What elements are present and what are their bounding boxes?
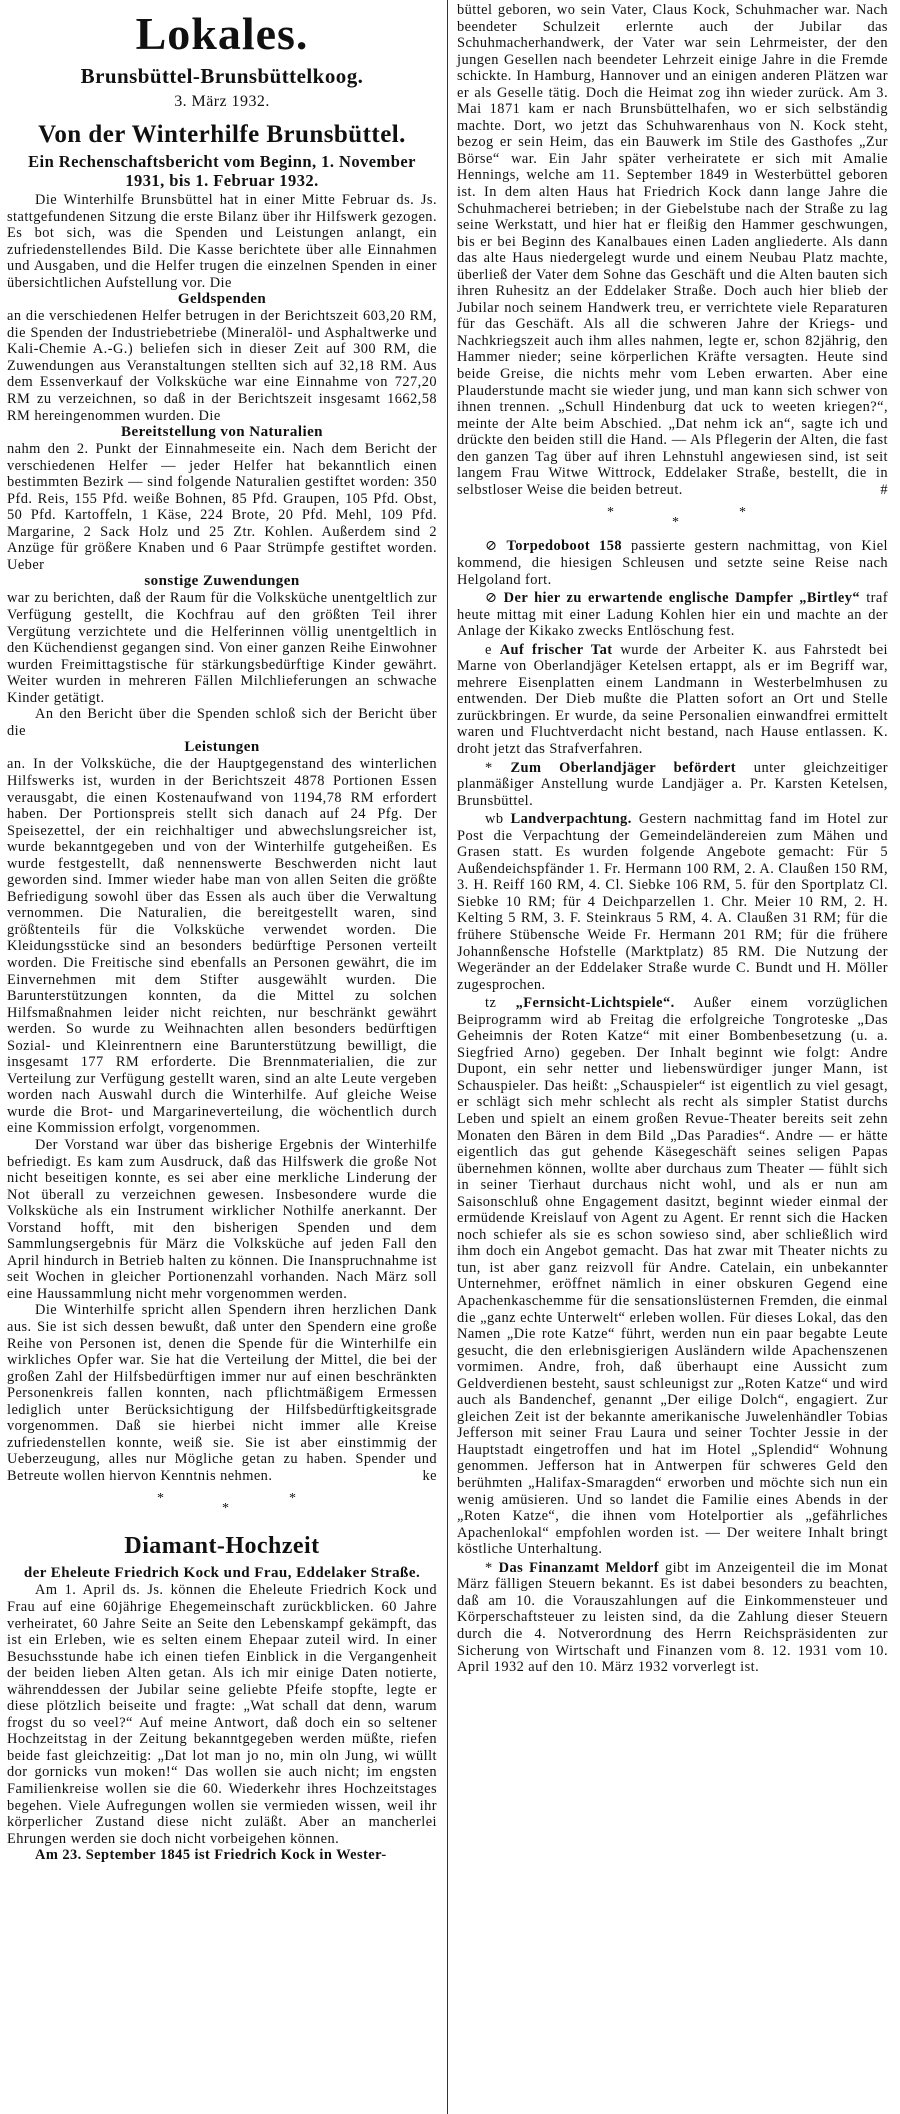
news-headline: Zum Oberlandjäger befördert <box>510 759 737 776</box>
news-marker: ⊘ <box>485 538 498 555</box>
article-subtitle-winterhilfe: Ein Rechenschaftsbericht vom Beginn, 1. November 1931, bis 1. Februar 1932. <box>28 152 416 190</box>
news-headline: Das Finanzamt Meldorf <box>498 1559 659 1576</box>
date-line: 3. März 1932. <box>174 93 270 110</box>
news-text: passierte gestern nachmittag, von Kiel kommend, die hiesigen Schleusen und setzte seine Reise nach Helgoland fort. <box>457 538 888 588</box>
star: * <box>672 515 680 531</box>
news-text: Gestern nachmittag fand im Hotel zur Post die Verpachtung der Gemeindeländereien zum Mähen und Grasen statt. Es wurden folgende Angebote gemacht: Für 5 Außendeichspfänder 1. Fr. Hermann 100 RM, 2. A. Claußen 150 RM, 3. H. Reiff 160 RM, 4. Cl. Siebke 106 RM, 5. für den Sportplatz Cl. Siebke 10 RM; für 4 Deichparzellen 1. Chr. Meier 10 RM, 2. H. Kelting 5 RM, 3. F. Steinkraus 5 RM, 4. A. Claußen 31 RM; für die frühere Stübensche Weide Fr. Hermann 201 RM; für die frühere Johannßensche Hofstelle (Marktplatz) 85 RM. Die Nutzung der Wegeränder an der Eddelaker Straße wurde C. Bundt und H. Möller zugesprochen. <box>457 811 888 993</box>
news-text: gibt im Anzeigenteil die im Monat März fälligen Steuern bekannt. Es ist dabei besonders zu beachten, daß am 10. die Vorauszahlungen auf die Einkommensteuer und Körperschaftsteuer zu leisten sind, da die Zahlung dieser Steuern durch die 4. Notverordnung des Herrn Reichspräsidenten zur Sicherung von Wirtschaft und Finanzen vom 8. 12. 1931 vom 10. April 1932 auf den 10. März 1932 vorverlegt ist. <box>457 1559 888 1676</box>
paragraph: an. In der Volksküche, die der Hauptgegenstand des winterlichen Hilfswerks ist, wurden in der Berichtszeit 4878 Portionen Essen verausgabt, die einen Kostenaufwand von 1194,78 RM erfordert haben. Der Portionspreis stellt sich danach auf 24 Pfg. Der Speisezettel, der ein reichhaltiger und abwechslungsreicher ist, wurde bekanntgegeben und von der Winterhilfe gutgeheißen. Es wurde festgestellt, daß nennenswerte Beschwerden nicht laut geworden sind. Immer wieder habe man von allen Seiten die größte Befriedigung sowohl über das Essen als auch über die Verwaltung vernommen. Die Naturalien, die bereitgestellt waren, sind größtenteils für die Volksküche verwendet worden. Die Kleidungsstücke sind an besonders bedürftige Personen verteilt worden. Die Freitische sind ebenfalls an Personen gewährt, die im Einvernehmen mit dem Stifter ausgewählt wurden. Die Barunterstützungen konnten, da die Mittel zu solchen Hilfsmaßnahmen leider nicht reichten, nur beschränkt gewährt werden. So wurde zu Weihnachten allen besonders bedürftigen Sozial- und Kleinrentnern eine Barunterstützung bewilligt, die insgesamt 177 RM erforderte. Die Brennmaterialien, die zur Verteilung zur Verfügung gestellt waren, sind an alte Leute vergeben worden nach Auswahl durch die Winterhilfe. Auf gleiche Weise wurde die Brot- und Margarineverteilung, die wöchentlich durch eine Kommission erfolgt, vorgenommen. <box>7 756 437 1137</box>
news-marker: wb <box>485 811 504 828</box>
right-column <box>457 2 888 1676</box>
news-marker: * <box>485 759 493 776</box>
paragraph: An den Bericht über die Spenden schloß sich der Bericht über die <box>7 706 437 739</box>
separator-stars <box>7 1484 437 1518</box>
subheading: sonstige Zuwendungen <box>144 573 300 590</box>
news-item <box>457 590 888 640</box>
paragraph: nahm den 2. Punkt der Einnahmeseite ein. Nach dem Bericht der verschiedenen Helfer — jeder Helfer hat bekanntlich einen bestimmten Bezirk — sind folgende Naturalien gestiftet worden: 350 Pfd. Reis, 155 Pfd. weiße Bohnen, 85 Pfd. Graupen, 105 Pfd. Obst, 50 Pfd. Kartoffeln, 1 Käse, 224 Brote, 20 Pfd. Mehl, 109 Pfd. Margarine, 2 Sack Holz und 25 Ztr. Kohlen. Außerdem sind 2 Anzüge für größere Knaben und 6 Paar Strümpfe gestiftet worden. Ueber <box>7 441 437 573</box>
news-headline: Der hier zu erwartende englische Dampfer „Birtley“ <box>503 590 861 607</box>
news-item <box>457 538 888 588</box>
left-column <box>7 0 437 1864</box>
news-text: wurde der Arbeiter K. aus Fahrstedt bei Marne von Oberlandjäger Ketelsen ertappt, als er im Begriff war, mehrere Eisenplatten einem Landmann in Westerbelmhusen zu entwenden. Der Dieb mußte die Platten sofort an Ort und Stelle zurückbringen. Er wurde, da seine Personalien einwandfrei ermittelt waren und Fluchtverdacht nicht bestand, nach Hause entlassen. K. droht jetzt das Strafverfahren. <box>457 641 888 757</box>
paragraph: Am 23. September 1845 ist Friedrich Kock in Wester- <box>35 1847 387 1864</box>
paragraph: Der Vorstand war über das bisherige Ergebnis der Winterhilfe befriedigt. Es kam zum Ausdruck, daß das Hilfswerk die große Not nicht beseitigen konnte, es sei aber eine merkliche Linderung der Not überall zu verzeichnen gewesen. Insbesondere wurde die Volksküche als ein Instrument wirklicher Nothilfe anerkannt. Der Vorstand hofft, mit den bisherigen Spenden und dem Sammlungsergebnis für März die Volksküche auf jeden Fall den April hindurch in Betrieb halten zu können. Die Inanspruchnahme ist seit Wochen in gleicher Portionenzahl vorhanden. Nach März soll eine Haussammlung nicht mehr vorgenommen werden. <box>7 1136 437 1302</box>
news-headline: „Fernsicht-Lichtspiele“. <box>515 995 675 1012</box>
star: * <box>157 1491 165 1507</box>
news-text: Außer einem vorzüglichen Beiprogramm wird ab Freitag die erfolgreiche Tongroteske „Das Geheimnis der Roten Katze“ mit einer Bombenbesetzung (u. a. Siegfried Arno) gegeben. Der Inhalt beginnt wie folgt: Andre Dupont, ein sehr netter und liebenswürdiger junger Mann, ist Schauspieler. Das heißt: „Schauspieler“ ist eigentlich zu viel gesagt, er schlägt sich mehr schlecht als recht als simpler Statist durchs Leben und spielt an einem großen Revue-Theater bereits seit zehn Monaten den Bären in dem Bild „Das Paradies“. Andre — er hätte eigentlich das gut gehende Käsegeschäft seines seligen Papas übernehmen können, wollte aber durchaus zum Theater — fühlt sich in seiner Tierhaut durchaus nicht wohl, und als er nun am Saisonschluß ohne Engagement dasitzt, beginnt wieder einmal der ermüdende Kreislauf von Agent zu Agent. Er rennt sich die Hacken noch schiefer als sie es schon sowieso sind, aber schließlich wird ihm doch ein Angebot gemacht. Das hat zwar mit Theater nichts zu tun, ist aber ganz reizvoll für Andre. Catelain, ein unbekannter Unternehmer, eröffnet nämlich in einer obskuren Gegend eine Apachenkaschemme für die sensationslüsternen Fremden, die einmal die „ganz echte Unterwelt“ erleben wollen. Für dieses Lokal, das den Namen „Die rote Katze“ führt, werden nun ein paar begabte Leute gesucht, die den erlebnisgierigen Ausländern wilde Apachenszenen vormimen. Andre, froh, daß überhaupt eine Aussicht zum Geldverdienen besteht, saust schleunigst zur „Roten Katze“ und wird auch als Bandenchef, genannt „Der eilige Dolch“, engagiert. Zur gleichen Zeit ist der bekannte amerikanische Juwelenhändler Tobias Jefferson mit seiner Frau Laura und seiner Tochter Jessie in der Hauptstadt eingetroffen und hat im Hotel „Splendid“ Wohnung genommen. Jefferson hat in Antwerpen für schweres Geld den berühmten „Halifax-Smaragden“ erworben und möchte sich nun ein wenig amüsieren. Und so landet die Familie eines Abends in der „Roten Katze“, die ihnen vom Hotelportier als „gefährliches Apachenlokal“ empfohlen worden ist. — Der weitere Inhalt bringt köstliche Unterhaltung. <box>457 995 888 1558</box>
star: * <box>289 1491 297 1507</box>
section-title: Lokales. <box>135 8 309 59</box>
paragraph: war zu berichten, daß der Raum für die Volksküche unentgeltlich zur Verfügung gestellt, die Kochfrau auf den größten Teil ihrer Vergütung verzichtete und die Helferinnen völlig unentgeltlich in den Küchendienst gegangen sind. Von einer ganzen Reihe Einwohner wurden Freimittagstische für stärkungsbedürftige Kinder gewährt. Weiter wurden in mehreren Fällen Milchlieferungen an schwache Kinder getätigt. <box>7 590 437 706</box>
star: * <box>222 1501 230 1517</box>
column-divider <box>447 0 448 2114</box>
news-marker: tz <box>485 995 497 1012</box>
paragraph <box>457 2 888 498</box>
news-marker: e <box>485 641 492 658</box>
news-marker: * <box>485 1559 493 1576</box>
news-marker: ⊘ <box>485 590 498 607</box>
paragraph: an die verschiedenen Helfer betrugen in der Berichtszeit 603,20 RM, die Spenden der Industriebetriebe (Mineralöl- und Asphaltwerke und Kali-Chemie A.-G.) beliefen sich in dieser Zeit auf 300 RM, die Zuwendungen aus Veranstaltungen stellten sich auf 32,18 RM. Aus dem Essenverkauf der Volksküche war eine Einnahme von 727,20 RM zu verzeichnen, so daß in der Berichtszeit insgesamt 1662,58 RM hereingenommen wurden. Die <box>7 308 437 424</box>
paragraph <box>7 1302 437 1484</box>
article-subtitle-hochzeit: der Eheleute Friedrich Kock und Frau, Eddelaker Straße. <box>23 1565 421 1582</box>
news-item <box>457 995 888 1558</box>
news-list <box>457 538 888 1675</box>
news-item <box>457 642 888 758</box>
subheading: Leistungen <box>184 739 260 756</box>
news-headline: Landverpachtung. <box>510 811 632 828</box>
article-title-hochzeit: Diamant-Hochzeit <box>124 1533 320 1560</box>
news-text: traf heute mittag mit einer Ladung Kohlen hier ein und machte an der Anlage der Kikako zwecks Entlöschung fest. <box>457 590 888 640</box>
paragraph: Die Winterhilfe Brunsbüttel hat in einer Mitte Februar ds. Js. stattgefundenen Sitzung die erste Bilanz über ihr Hilfswerk gezogen. Es bot sich, was die Spenden und Leistungen anlangt, ein zufriedenstellendes Bild. Die Kasse berichtete über alle Einnahmen und Ausgaben, und die Helfer trugen die einzelnen Spenden in einer übersichtlichen Aufstellung vor. Die <box>7 192 437 291</box>
subheading: Bereitstellung von Naturalien <box>121 424 323 441</box>
news-item <box>457 760 888 810</box>
subheading: Geldspenden <box>177 291 267 308</box>
news-text: unter gleichzeitiger planmäßiger Anstellung wurde Landjäger a. Pr. Karsten Ketelsen, Brunsbüttel. <box>457 759 888 809</box>
news-headline: Torpedoboot 158 <box>506 538 622 555</box>
paragraph-text: Die Winterhilfe spricht allen Spendern ihren herzlichen Dank aus. Sie ist sich dessen bewußt, daß unter den Spendern eine große Reihe von Personen ist, denen die Spende für die Winterhilfe ein wirkliches Opfer war. Sie hat die Verteilung der Mittel, die bei der großen Zahl der Hilfsbedürftigen immer nur auf einen beschränkten Personenkreis fallen konnten, nach pflichtmäßigem Ermessen lediglich unter Berücksichtigung der Hilfsbedürftigkeitsgrade vorgenommen. Daß sie hierbei nicht immer alle Kreise zufriedenstellen konnte, weiß sie. Sie ist aber einstimmig der Ueberzeugung, alles nur Mögliche getan zu haben. Spender und Betreute wollen hiervon Kenntnis nehmen. <box>7 1302 437 1484</box>
star: * <box>739 505 747 521</box>
place-heading: Brunsbüttel-Brunsbüttelkoog. <box>80 64 364 88</box>
paragraph: Am 1. April ds. Js. können die Eheleute Friedrich Kock und Frau auf eine 60jährige Ehegemeinschaft zurückblicken. 60 Jahre verheiratet, 60 Jahre Seite an Seite den Lebenskampf gekämpft, das ist ein Erleben, wie es selten einem Ehepaar zuteil wird. In einer Besuchsstunde habe ich einen tiefen Einblick in die Vergangenheit der beiden lieben Alten getan. Als ich mir einige Daten notierte, währenddessen der Jubilar seine geliebte Pfeife stopfte, legte er diese plötzlich beiseite und fragte: „Wat schall dat denn, warum frogst du so veel?“ Auf meine Antwort, daß doch ein so seltener Hochzeitstag in der Zeitung bekanntgegeben werden müßte, riefen beide fast gleichzeitig: „Dat lot man jo no, min oln Jung, wi wüllt dor gornicks vun moken!“ Das wollen sie auch nicht; im engsten Familienkreise wollen sie die 60. Wiederkehr ihres Hochzeitstages begehen. Viele Aufregungen wollen sie vermieden wissen, weil ihr körperlicher Zustand diese nicht zuläßt. Aber an mancherlei Ehrungen werden sie doch nicht vorbeigehen können. <box>7 1582 437 1847</box>
separator-stars <box>457 498 888 532</box>
star: * <box>607 505 615 521</box>
news-headline: Auf frischer Tat <box>499 641 613 658</box>
paragraph-text: büttel geboren, wo sein Vater, Claus Kock, Schuhmacher war. Nach beendeter Schulzeit erlernte auch der Jubilar das Schuhmacherhandwerk, der Vater war sein Lehrmeister, der den jungen Gesellen nach beendeter Lehrzeit einige Jahre in die Fremde schickte. In Hamburg, Hannover und an einigen anderen Plätzen war er als Geselle tätig. Doch die Heimat zog ihn wieder zurück. Am 3. Mai 1871 kam er nach Brunsbüttelhafen, wo er sich selbständig machte. Dort, wo jetzt das Schuhwarenhaus von N. Kock steht, bezog er sein Heim, das ein Bauwerk im Stile des Gasthofes „Zur Börse“ war. Ein Jahr später verheiratete er sich mit Amalie Hennings, welche am 11. September 1849 in Westerbüttel geboren ist. In dem alten Haus hat Friedrich Kock dann lange Jahre die Schuhmacherei betrieben; in der Giebelstube nach der Straße zu lag seine Werkstatt, und hier hat er fleißig den Hammer geschwungen, bis er bei Beginn des Kanalbaues einen Laden angliederte. Als dann das alte Haus niedergelegt wurde und einem Neubau Platz machte, überließ der Vater dem Sohne das Geschäft und die Alten bauten sich ihren Ruhesitz an der Eddelaker Straße. Doch auch hier blieb der Jubilar noch seinem Handwerk treu, er verrichtete viele Reparaturen für das Geschäft. Als all die schweren Jahre der Kriegs- und Nachkriegszeit auch ihm alles nahmen, legte er, schon 82jährig, den Hammer nieder; seine körperlichen Kräfte versagten. Heute sind beide Greise, die nichts mehr vom Leben erwarten. Aber eine Plauderstunde macht sie wieder jung, und man kann sich schwer von ihnen trennen. „Schull Hindenburg dat uck to weeten kriegen?“, meinte der Alte beim Abschied. „Dat nehm ick an“, sagte ich und drückte den beiden still die Hand. — Als Pflegerin der Alten, die fast den ganzen Tag über auf ihren Lehnstuhl angewiesen sind, ist seit langem Frau Witwe Wittrock, Eddelaker Straße, bestellt, die in selbstloser Weise die beiden betreut. <box>457 2 888 498</box>
news-item <box>457 1560 888 1676</box>
author-signature: ke <box>422 1467 437 1484</box>
article-title-winterhilfe: Von der Winterhilfe Brunsbüttel. <box>38 121 406 148</box>
news-item <box>457 811 888 993</box>
author-signature: # <box>880 481 888 498</box>
